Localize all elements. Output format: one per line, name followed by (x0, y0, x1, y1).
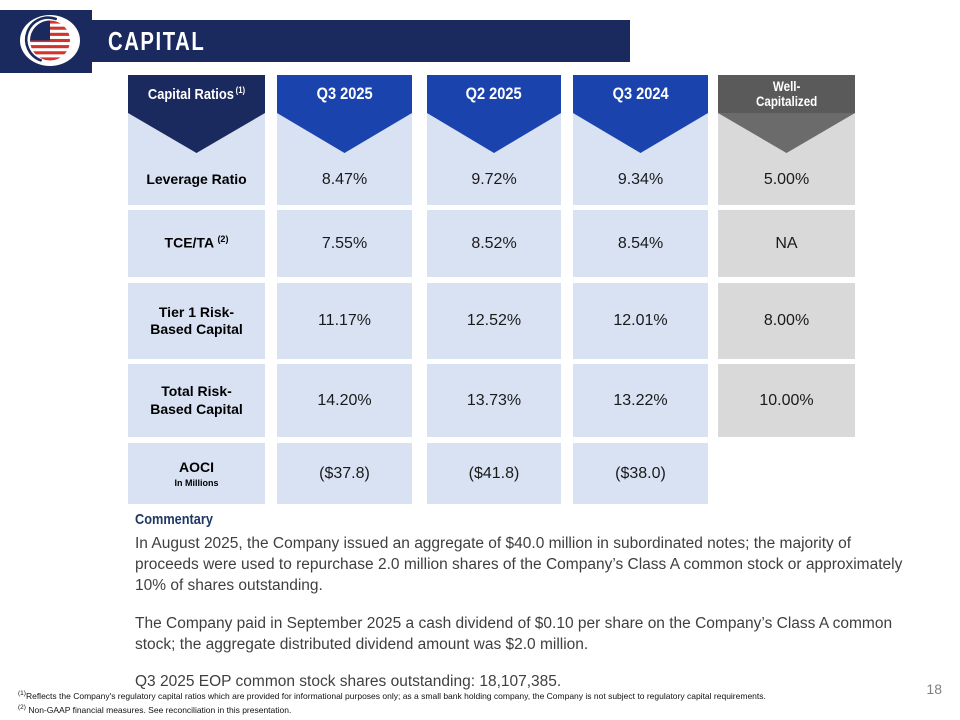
cell-tier1-q3-2024: 12.01% (573, 283, 708, 359)
cell-tce-q3-2024: 8.54% (573, 210, 708, 277)
header-well-capitalized: Well- Capitalized (718, 75, 855, 113)
row-label-aoci: AOCI In Millions (128, 443, 265, 504)
header-q2-2025: Q2 2025 (427, 75, 561, 113)
cell-leverage-well-capitalized: 5.00% (718, 113, 855, 205)
column-well-capitalized (718, 75, 855, 437)
footnotes (18, 688, 898, 717)
footnote-2: $^{(2)}$ Non-GAAP financial measures. See reconciliation in this presentation. (18, 704, 292, 716)
row-label-leverage-ratio: Leverage Ratio (128, 113, 265, 205)
chevron-down-icon (128, 113, 265, 153)
chevron-down-icon (277, 113, 412, 153)
row-label-tce-ta: TCE/TA $^{(2)}$ (128, 210, 265, 277)
commentary-paragraph-2: The Company paid in September 2025 a cash dividend of $0.10 per share on the Company’s Class A common stock; the aggregate distributed dividend amount was $2.0 million. (135, 615, 893, 653)
cell-leverage-q3-2024: 9.34% (573, 113, 708, 205)
chevron-down-icon (718, 113, 855, 153)
commentary-paragraph-3: Q3 2025 EOP common stock shares outstanding: 18,107,385. (135, 673, 562, 690)
cell-tce-q2-2025: 8.52% (427, 210, 561, 277)
cell-total-q2-2025: 13.73% (427, 364, 561, 437)
cell-leverage-q2-2025: 9.72% (427, 113, 561, 205)
chevron-down-icon (573, 113, 708, 153)
page-title: CAPITAL (108, 25, 206, 56)
cell-leverage-q3-2025: 8.47% (277, 113, 412, 205)
cell-aoci-q3-2025: ($37.8) (277, 443, 412, 504)
header-q3-2024: Q3 2024 (573, 75, 708, 113)
column-capital-ratios (128, 75, 265, 504)
cell-total-well-capitalized: 10.00% (718, 364, 855, 437)
column-q3-2024 (573, 75, 708, 504)
cell-tier1-q2-2025: 12.52% (427, 283, 561, 359)
chevron-down-icon (427, 113, 561, 153)
row-label-total-risk-based: Total Risk- Based Capital (128, 364, 265, 437)
cell-tier1-well-capitalized: 8.00% (718, 283, 855, 359)
american-flag-globe-logo (19, 14, 81, 67)
page-number: 18 (926, 681, 942, 697)
header-q3-2025: Q3 2025 (277, 75, 412, 113)
row-label-tier1-risk-based: Tier 1 Risk- Based Capital (128, 283, 265, 359)
commentary-paragraph-1: In August 2025, the Company issued an aggregate of $40.0 million in subordinated notes; the majority of proceeds were used to repurchase 2.0 million shares of the Company’s Class A common stock or approximately 10% of shares outstanding. (135, 535, 903, 594)
cell-tce-q3-2025: 7.55% (277, 210, 412, 277)
cell-aoci-q2-2025: ($41.8) (427, 443, 561, 504)
commentary-section (135, 511, 913, 692)
cell-tce-well-capitalized: NA (718, 210, 855, 277)
cell-tier1-q3-2025: 11.17% (277, 283, 412, 359)
column-q3-2025 (277, 75, 412, 504)
column-q2-2025 (427, 75, 561, 504)
cell-total-q3-2025: 14.20% (277, 364, 412, 437)
header-capital-ratios: Capital Ratios $^{(1)}$ (128, 75, 265, 113)
commentary-heading: Commentary (135, 511, 213, 528)
cell-total-q3-2024: 13.22% (573, 364, 708, 437)
title-bar (0, 20, 630, 62)
footnote-1: $^{(1)}$Reflects the Company's regulatory capital ratios which are provided for informational purposes only; as a small bank holding company, the Company is not subject to regulatory capital requirements. (18, 690, 766, 701)
cell-aoci-q3-2024: ($38.0) (573, 443, 708, 504)
